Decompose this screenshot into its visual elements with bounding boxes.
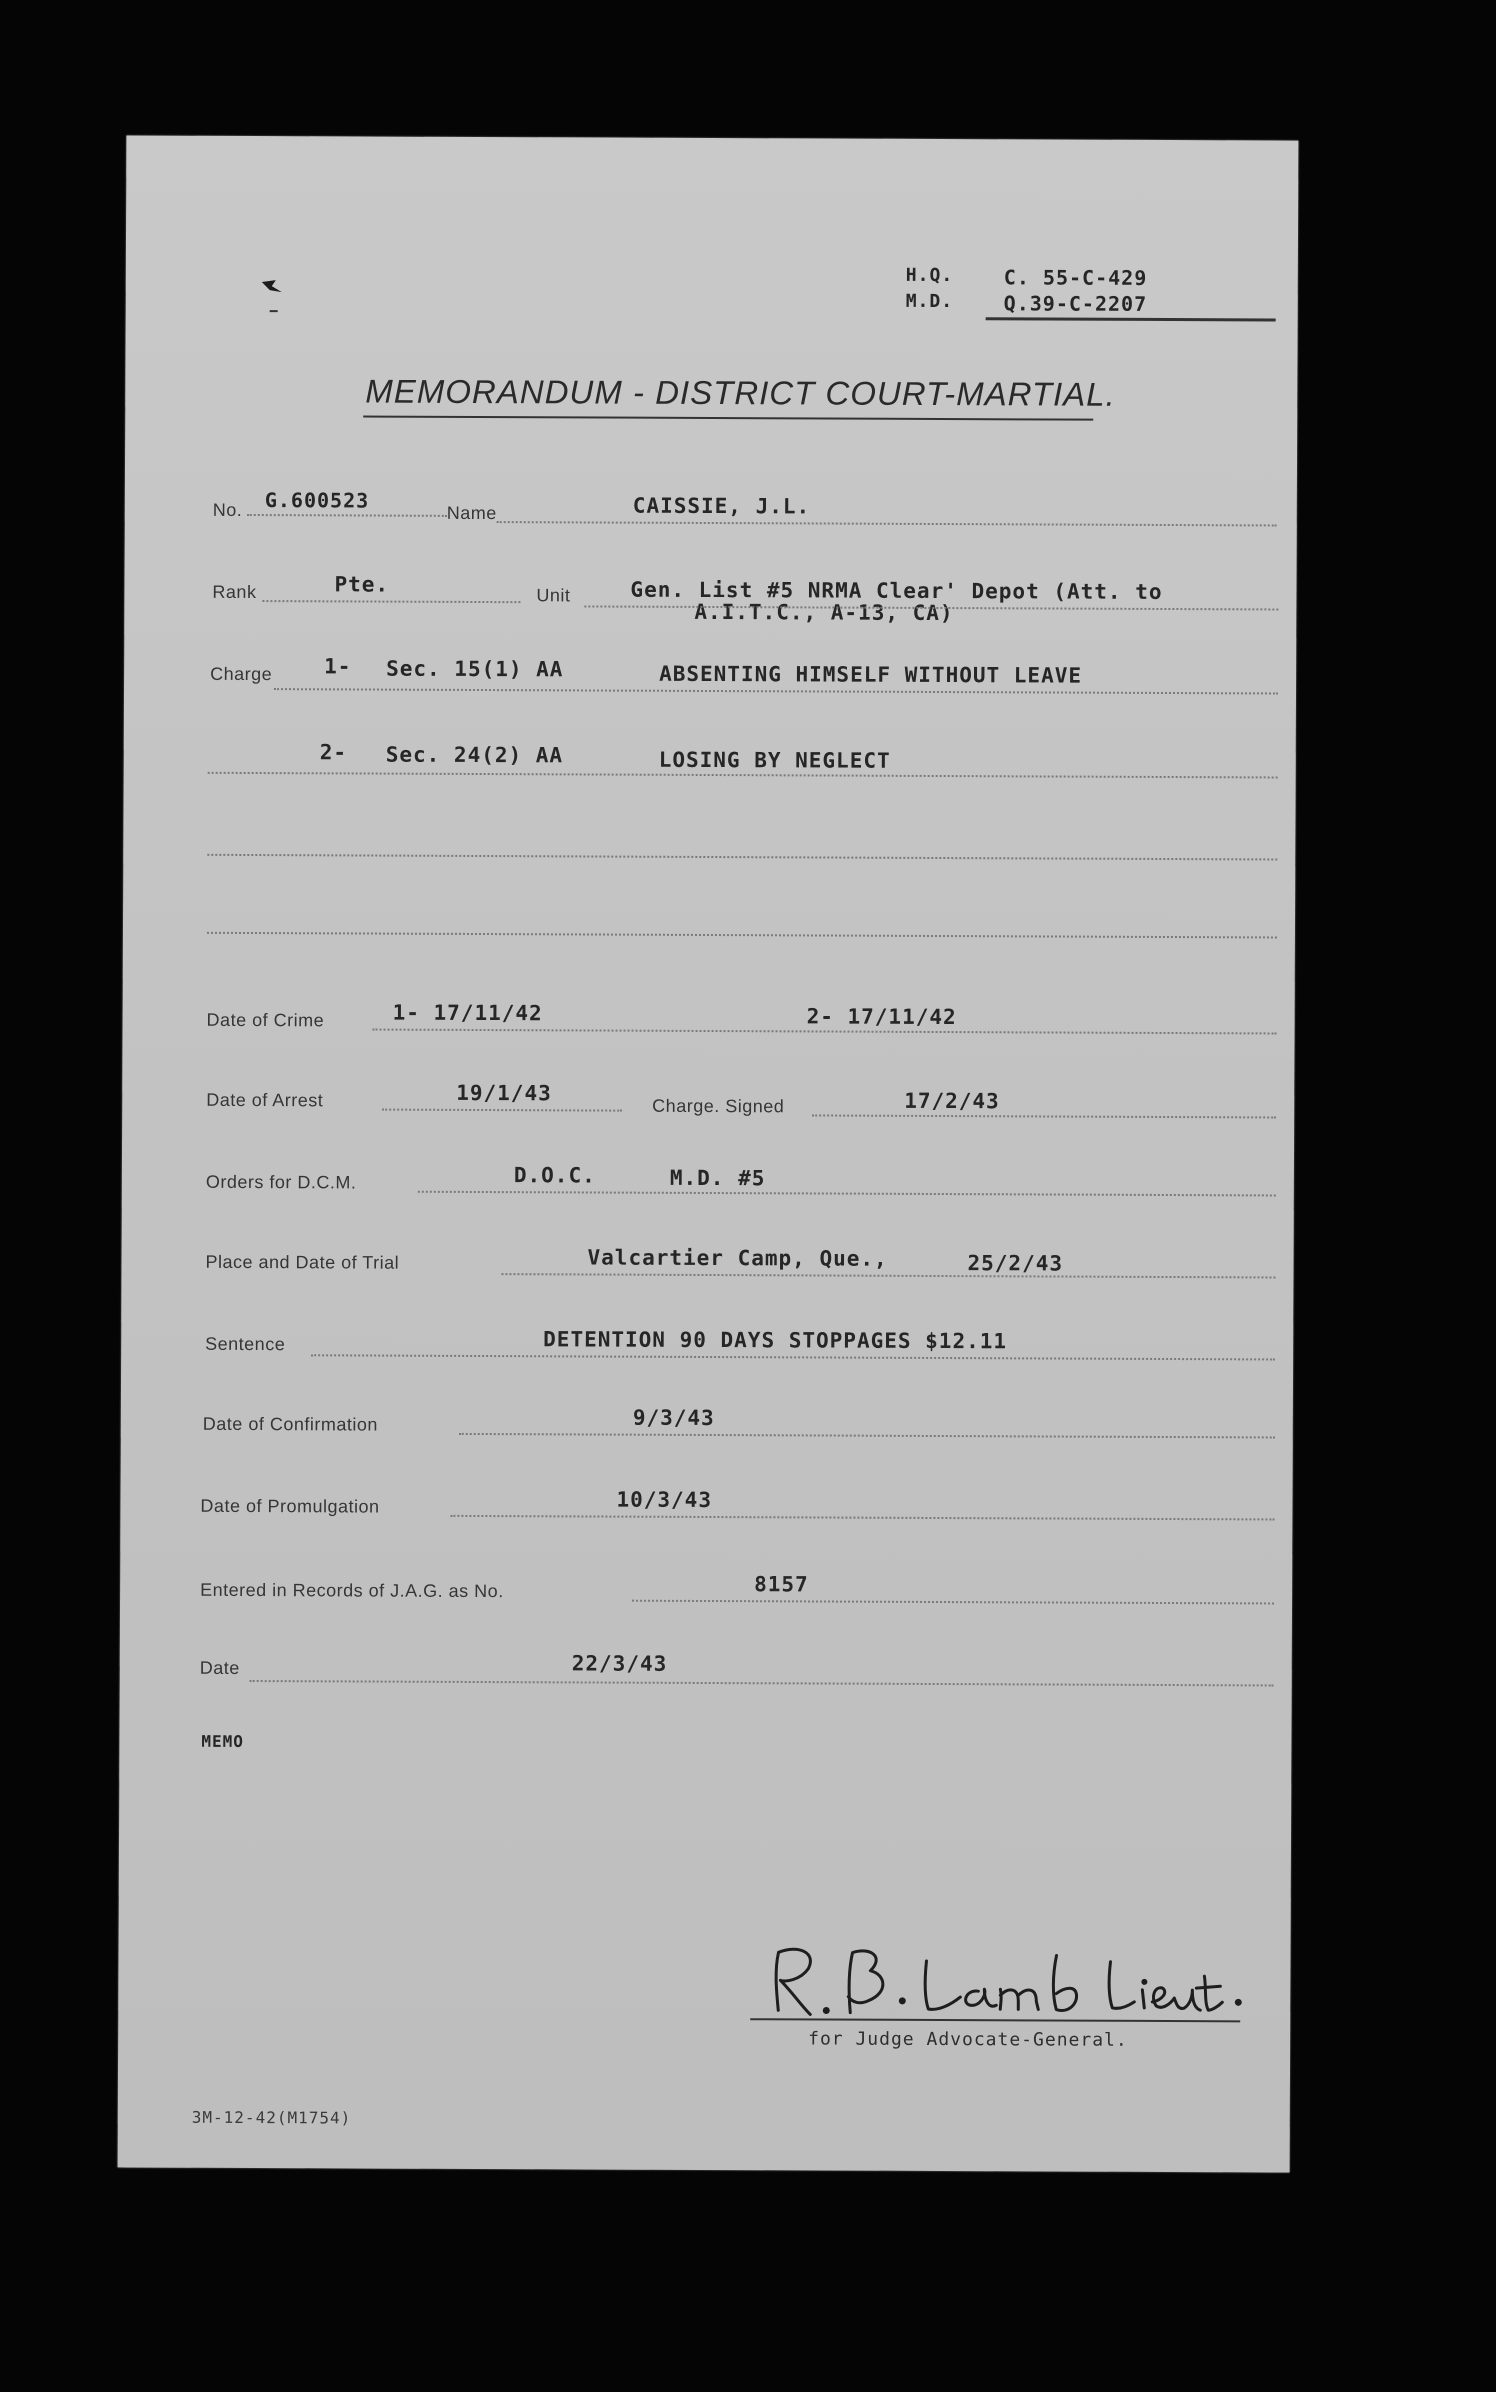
blank-rule-2: [207, 932, 1277, 939]
charge-1-number: 1-: [324, 654, 352, 679]
date-of-arrest-rule: [382, 1109, 622, 1112]
page-title: MEMORANDUM - DISTRICT COURT-MARTIAL.: [365, 372, 1116, 413]
name-value: CAISSIE, J.L.: [632, 493, 811, 519]
charge-signed-label: Charge. Signed: [652, 1095, 785, 1117]
promulgation-rule: [450, 1515, 1274, 1521]
trial-rule: [501, 1273, 1275, 1278]
date-of-arrest-value: 19/1/43: [456, 1080, 552, 1106]
form-code: 3M-12-42(M1754): [191, 2107, 352, 2128]
date-of-crime-2: 2- 17/11/42: [806, 1004, 957, 1030]
unit-value-line-1: Gen. List #5 NRMA Clear' Depot (Att. to: [630, 577, 1163, 604]
date-label: Date: [199, 1657, 240, 1678]
date-of-crime-rule: [373, 1029, 1277, 1035]
trial-label: Place and Date of Trial: [205, 1251, 400, 1273]
name-label: Name: [446, 502, 497, 524]
date-value: 22/3/43: [571, 1651, 668, 1676]
charge-2-offence: LOSING BY NEGLECT: [658, 747, 891, 773]
title-underline: [363, 415, 1093, 420]
trial-place: Valcartier Camp, Que.,: [587, 1245, 888, 1271]
charge-2-rule: [208, 772, 1278, 779]
signature-caption: for Judge Advocate-General.: [808, 2028, 1128, 2051]
sentence-rule: [311, 1354, 1275, 1360]
orders-label: Orders for D.C.M.: [205, 1171, 357, 1193]
orders-value-1: D.O.C.: [513, 1163, 596, 1188]
sentence-value: DETENTION 90 DAYS STOPPAGES $12.11: [543, 1327, 1008, 1354]
reference-underline: [986, 317, 1276, 321]
jag-record-label: Entered in Records of J.A.G. as No.: [200, 1579, 504, 1602]
rank-label: Rank: [212, 581, 257, 603]
orders-value-2: M.D. #5: [669, 1165, 766, 1191]
date-of-crime-label: Date of Crime: [206, 1009, 325, 1031]
charge-1-rule: [274, 688, 1278, 694]
service-number: G.600523: [264, 488, 370, 513]
charge-1-offence: ABSENTING HIMSELF WITHOUT LEAVE: [659, 661, 1083, 688]
charge-2-number: 2-: [319, 740, 348, 765]
charge-label: Charge: [210, 663, 273, 685]
no-rule: [247, 514, 447, 517]
promulgation-label: Date of Promulgation: [200, 1495, 380, 1517]
charge-2-section: Sec. 24(2) AA: [385, 742, 564, 768]
charge-1-section: Sec. 15(1) AA: [386, 656, 564, 682]
hq-label: H.Q.: [905, 264, 954, 287]
memorandum-sheet: [118, 135, 1299, 2172]
confirmation-value: 9/3/43: [632, 1405, 715, 1431]
unit-value-line-2: A.I.T.C., A-13, CA): [694, 599, 954, 626]
charge-signed-value: 17/2/43: [904, 1088, 1000, 1114]
corner-mark-icon: [258, 276, 288, 316]
date-of-arrest-label: Date of Arrest: [206, 1089, 324, 1111]
promulgation-value: 10/3/43: [616, 1487, 713, 1513]
confirmation-label: Date of Confirmation: [202, 1413, 378, 1435]
handwritten-signature: [738, 1930, 1258, 2042]
no-label: No.: [212, 499, 243, 520]
blank-rule-1: [207, 854, 1277, 861]
md-label: M.D.: [905, 290, 954, 313]
jag-record-rule: [632, 1600, 1274, 1605]
charge-signed-rule: [812, 1114, 1276, 1118]
unit-label: Unit: [536, 585, 571, 606]
md-value: Q.39-C-2207: [1003, 291, 1148, 316]
memo-label: MEMO: [201, 1731, 245, 1751]
sentence-label: Sentence: [205, 1333, 286, 1355]
rank-rule: [262, 600, 520, 603]
jag-record-value: 8157: [754, 1572, 809, 1597]
name-rule: [497, 521, 1277, 526]
orders-rule: [418, 1191, 1276, 1197]
rank-value: Pte.: [334, 572, 390, 597]
confirmation-rule: [459, 1433, 1275, 1439]
trial-date: 25/2/43: [967, 1251, 1064, 1276]
hq-value: C. 55-C-429: [1003, 265, 1148, 290]
date-of-crime-1: 1- 17/11/42: [392, 1000, 543, 1026]
date-rule: [250, 1680, 1274, 1686]
